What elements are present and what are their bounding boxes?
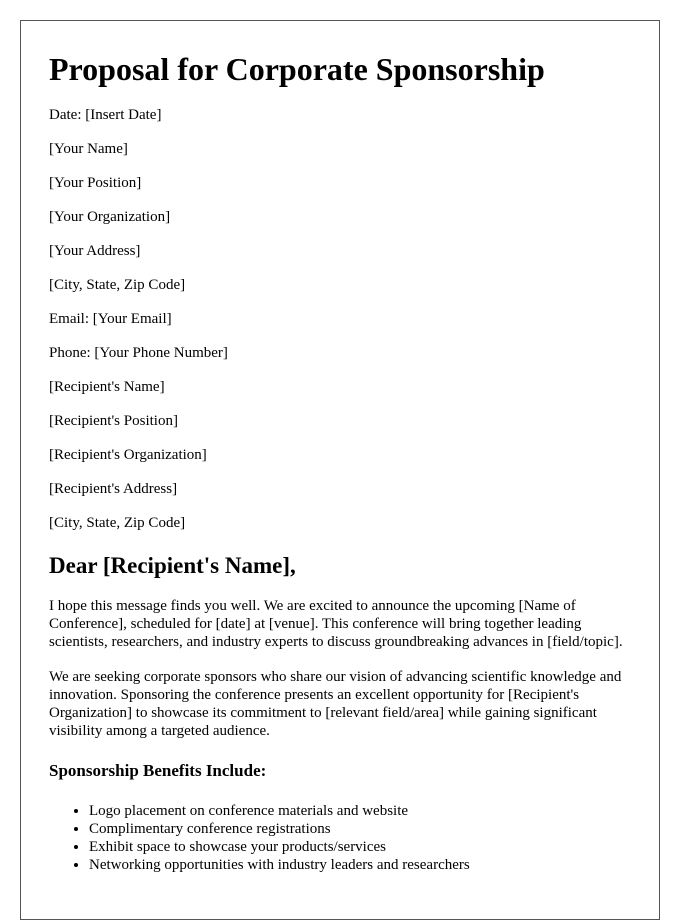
sender-email: Email: [Your Email]	[49, 311, 172, 327]
benefit-item: • Exhibit space to showcase your products/services	[89, 838, 631, 856]
letter-page	[20, 20, 660, 920]
recipient-name: [Recipient's Name]	[49, 379, 165, 395]
salutation: Dear [Recipient's Name],	[49, 553, 296, 578]
letter-title: Proposal for Corporate Sponsorship	[49, 51, 545, 87]
benefit-item: • Complimentary conference registrations	[89, 820, 631, 838]
benefit-item: • Networking opportunities with industry leaders and researchers	[89, 856, 631, 874]
benefits-heading: Sponsorship Benefits Include:	[49, 761, 267, 780]
recipient-city-state-zip: [City, State, Zip Code]	[49, 515, 186, 531]
sender-city-state-zip: [City, State, Zip Code]	[49, 277, 186, 293]
sender-name: [Your Name]	[49, 141, 128, 157]
date-line: Date: [Insert Date]	[49, 107, 162, 123]
sender-position: [Your Position]	[49, 175, 142, 191]
recipient-address: [Recipient's Address]	[49, 481, 178, 497]
sender-organization: [Your Organization]	[49, 209, 171, 225]
benefit-item: • Logo placement on conference materials and website	[89, 802, 631, 820]
recipient-position: [Recipient's Position]	[49, 413, 178, 429]
recipient-organization: [Recipient's Organization]	[49, 447, 207, 463]
sender-address: [Your Address]	[49, 243, 141, 259]
sponsorship-paragraph: We are seeking corporate sponsors who share our vision of advancing scientific knowledge and innovation. Sponsoring the conference presents an excellent opportunity for [Recipient's Organization] to showcase its commitment to [relevant field/area] while gaining significant visibility among a targeted audience.	[49, 669, 622, 739]
intro-paragraph: I hope this message finds you well. We are excited to announce the upcoming [Name of Conference], scheduled for [date] at [venue]. This conference will bring together leading scientists, researchers, and industry experts to discuss groundbreaking advances in [field/topic].	[49, 598, 623, 650]
sender-phone: Phone: [Your Phone Number]	[49, 345, 228, 361]
benefits-list	[49, 802, 631, 874]
